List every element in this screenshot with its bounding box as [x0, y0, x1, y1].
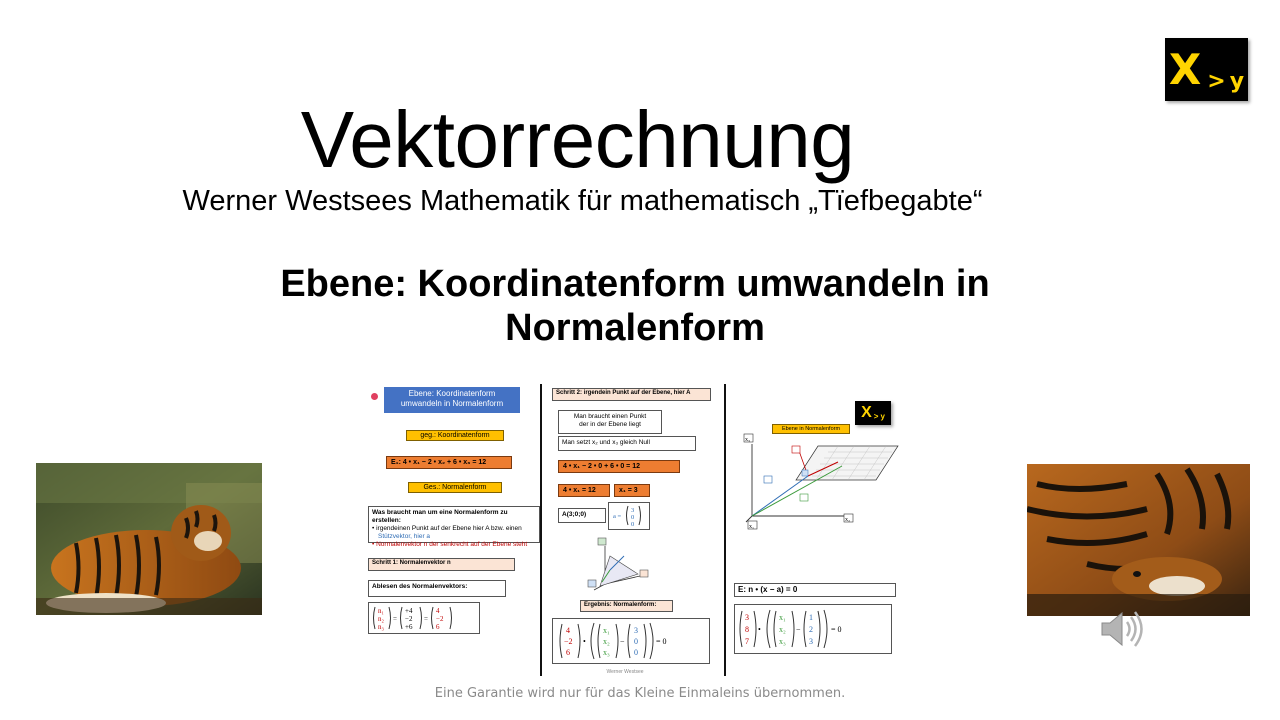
svg-text:−: −	[796, 625, 801, 634]
slide-footer: Eine Garantie wird nur für das Kleine Einmaleins übernommen.	[434, 686, 846, 701]
col3-vec-x1: x₁	[779, 613, 786, 622]
res-a1: 3	[634, 626, 638, 635]
topic-line-1: Ebene: Koordinatenform umwandeln in	[280, 263, 990, 305]
slide-subtitle: Werner Westsees Mathematik für mathematisch „Tïefbegabte“	[182, 185, 983, 217]
tiger-icon	[1027, 464, 1250, 616]
slide-title: Vektorrechnung	[300, 95, 855, 184]
col3-vec-a2: 2	[809, 625, 813, 634]
col1-vector-box	[368, 602, 480, 634]
col3-diagram	[742, 432, 902, 530]
svg-text:=: =	[424, 615, 428, 623]
thumb-logo-y: y	[880, 412, 885, 421]
worksheet-thumbnail	[362, 384, 904, 678]
vec-n1: n₁	[378, 607, 384, 615]
col1-bullet1-text: irgendeinen Punkt auf der Ebene hier A bzw. einen	[376, 525, 522, 532]
col3-vector-equation	[738, 607, 888, 651]
col2-vector-a	[608, 502, 650, 530]
axis-x3: x₃	[745, 437, 751, 443]
col2-vec-a1: 3	[631, 507, 635, 514]
plane-3d-icon	[742, 432, 902, 530]
col3-vec-a3: 3	[809, 637, 813, 646]
thumb-logo-x: X	[861, 404, 872, 421]
svg-text:•: •	[758, 625, 761, 634]
col1-bullet2: • Normalenvektor n der senkrecht auf der Ebene steht	[372, 541, 528, 548]
col2-small-diagram	[580, 534, 656, 596]
col2-vec-a3: 0	[631, 521, 635, 527]
normal-form-equation	[556, 621, 706, 661]
col3-vec-x2: x₂	[779, 625, 786, 634]
col1-bullet1: • irgendeinen Punkt auf der Ebene hier A bzw. einen	[372, 525, 522, 532]
vec-b3: 6	[436, 623, 440, 631]
col2-point: A(3;0;0)	[558, 508, 606, 523]
col2-vector-a-graphic	[612, 505, 646, 527]
col1-step1: Schritt 1: Normalenvektor n	[368, 558, 515, 571]
col1-vector-equation	[372, 605, 476, 631]
col2-note1-line2: der in der Ebene liegt	[579, 421, 641, 428]
col3-formula: E: n • (x − a) = 0	[734, 583, 896, 597]
col1-question: Was braucht man um eine Normalenform zu erstellen:	[372, 509, 508, 524]
col2-note1	[558, 410, 662, 434]
col2-eq2: 4 • x₁ = 12	[558, 484, 610, 497]
col2-result-box	[552, 618, 710, 664]
author: Werner Westsee	[606, 669, 644, 675]
res-n3: 6	[566, 648, 570, 657]
logo-x: X	[1168, 45, 1202, 94]
col2-note2: Man setzt x₂ und x₃ gleich Null	[558, 436, 696, 451]
vec-b1: 4	[436, 607, 440, 615]
col1-question-box	[368, 506, 540, 548]
tiger-photo-right	[1027, 464, 1250, 616]
col3-vec-n2: 8	[745, 625, 749, 634]
res-x2: x₂	[603, 637, 610, 646]
logo	[1165, 38, 1248, 101]
vec-a2: −2	[405, 615, 413, 623]
col3-tag: Ebene in Normalenform	[772, 424, 850, 434]
col3-eq0: = 0	[831, 625, 842, 634]
thumb-logo-gt: >	[873, 412, 879, 421]
col2-note1-line1: Man braucht einen Punkt	[573, 413, 647, 420]
col1-header-line2: umwandeln in Normalenform	[400, 399, 504, 408]
col1-sought: Ges.: Normalenform	[408, 482, 502, 493]
res-eq0: = 0	[656, 637, 667, 646]
col1-bullet2-text: Normalenvektor n der senkrecht auf der Ebene steht	[376, 541, 528, 548]
topic-line-2: Normalenform	[505, 307, 765, 349]
pointer-dot	[371, 393, 378, 400]
col3-vec-a1: 1	[809, 613, 813, 622]
res-a2: 0	[634, 637, 638, 646]
slide-topic	[0, 262, 1270, 350]
thumb-logo	[855, 401, 891, 425]
svg-text:=: =	[393, 615, 397, 623]
column-divider	[724, 384, 726, 676]
col3-vector-box	[734, 604, 892, 654]
res-x3: x₃	[603, 648, 610, 657]
axis-x1: x₁	[749, 524, 755, 530]
logo-y: y	[1229, 69, 1245, 94]
svg-text:−: −	[620, 637, 625, 646]
vec-n3: n₃	[378, 623, 384, 631]
plane-sketch-icon	[580, 534, 656, 596]
col1-bullet1b: Stützvektor, hier a	[378, 533, 431, 540]
col1-read: Ablesen des Normalenvektors:	[368, 580, 506, 597]
col1-header	[384, 387, 520, 413]
res-a3: 0	[634, 648, 638, 657]
vec-n2: n₂	[378, 615, 384, 623]
tiger-icon	[36, 463, 262, 615]
vec-a3: +6	[405, 623, 413, 631]
col2-eq1: 4 • x₁ − 2 • 0 + 6 • 0 = 12	[558, 460, 680, 473]
speaker-icon[interactable]	[1098, 606, 1144, 652]
column-divider	[540, 384, 542, 676]
col1-equation: E₁: 4 • x₁ − 2 • x₂ + 6 • x₃ = 12	[386, 456, 512, 469]
vec-b2: −2	[436, 615, 444, 623]
res-x1: x₁	[603, 626, 610, 635]
res-n1: 4	[566, 626, 570, 635]
col2-vec-a-label: a =	[613, 513, 622, 520]
col2-eq3: x₁ = 3	[614, 484, 650, 497]
res-n2: −2	[564, 637, 573, 646]
col1-header-line1: Ebene: Koordinatenform	[408, 389, 496, 398]
col3-vec-n3: 7	[745, 637, 749, 646]
tiger-photo-left	[36, 463, 262, 615]
col2-result: Ergebnis: Normalenform:	[580, 600, 673, 612]
col3-vec-n1: 3	[745, 613, 749, 622]
col3-vec-x3: x₃	[779, 637, 786, 646]
vec-a1: +4	[405, 607, 413, 615]
svg-text:•: •	[583, 637, 586, 646]
axis-x2: x₂	[845, 517, 851, 523]
col2-vec-a2: 0	[631, 514, 635, 521]
logo-gt: >	[1207, 69, 1226, 94]
col1-given: geg.: Koordinatenform	[406, 430, 504, 441]
col2-step2: Schritt 2: irgendein Punkt auf der Ebene, hier A	[552, 388, 711, 401]
